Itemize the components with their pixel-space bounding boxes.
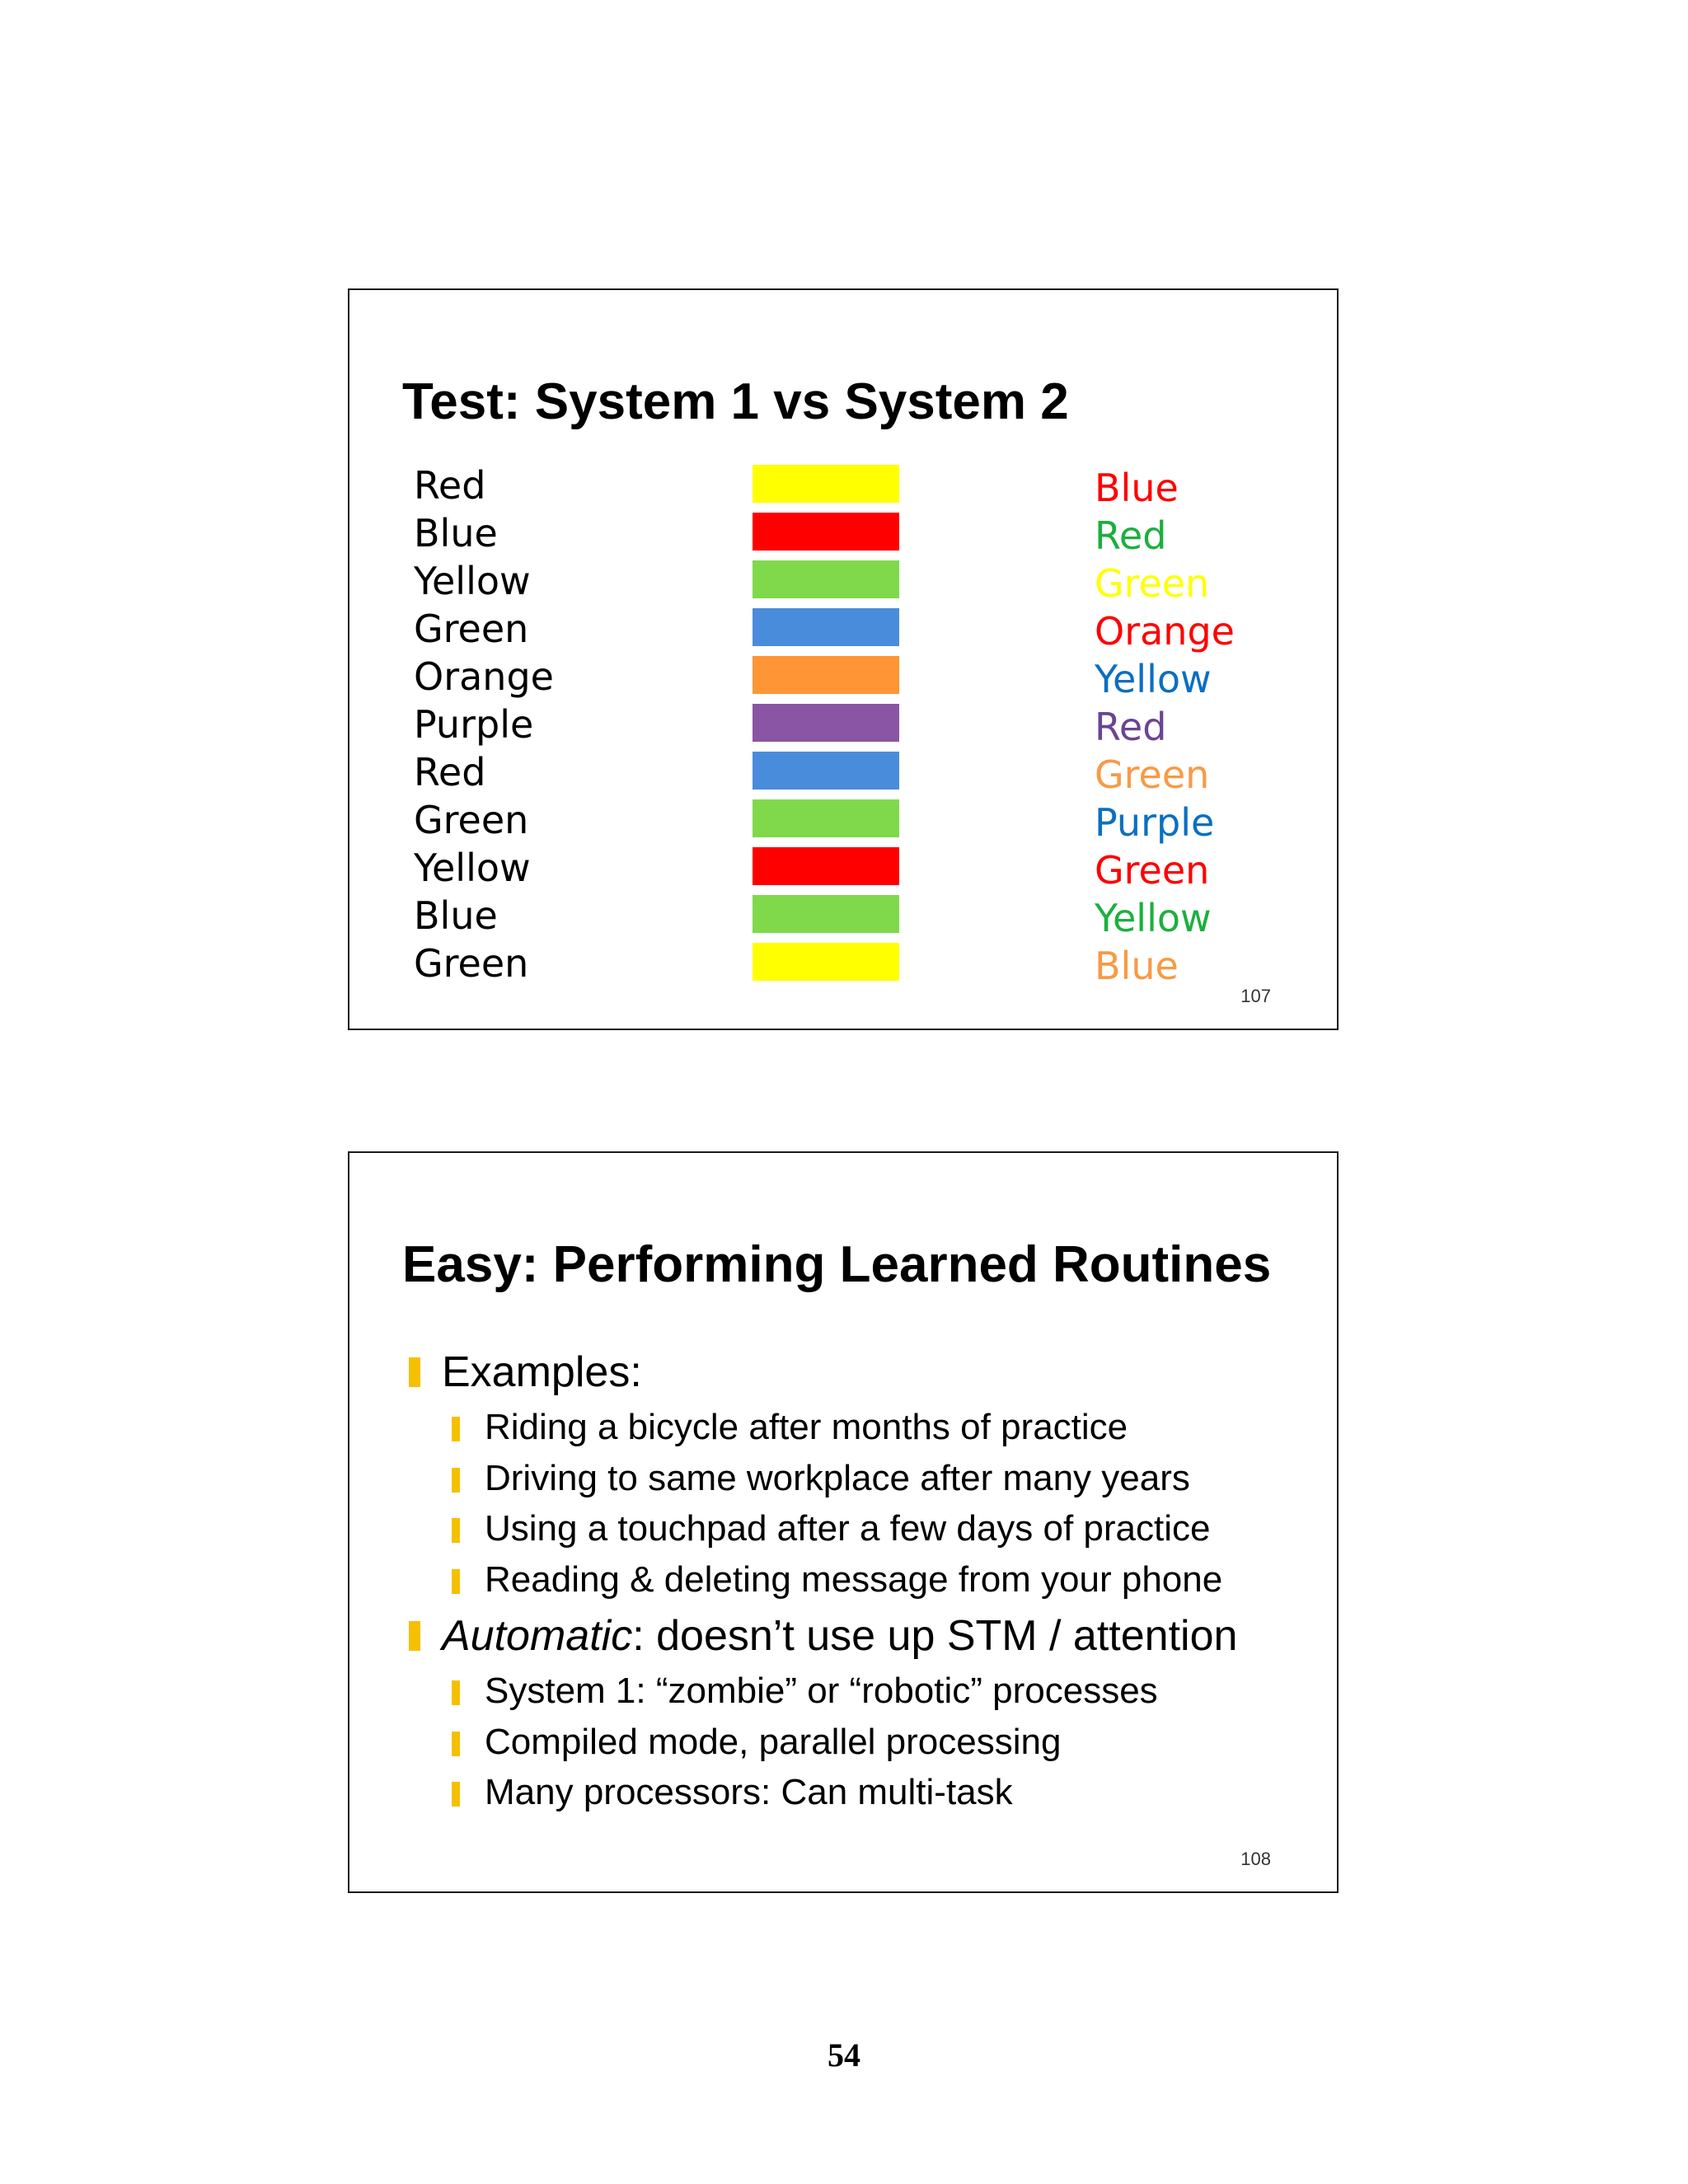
colored-word: Blue (1095, 466, 1179, 510)
slide-107 (348, 288, 1339, 1030)
page-number: 54 (828, 2036, 860, 2074)
sub-bullet (442, 1554, 1237, 1605)
colored-word: Purple (1095, 800, 1215, 845)
color-swatch (753, 608, 899, 646)
bullet-emphasis: Automatic (442, 1612, 633, 1660)
bullet-marker-icon (409, 1357, 420, 1387)
slide-title: Test: System 1 vs System 2 (402, 373, 1069, 430)
bullet-marker-icon (409, 1621, 420, 1651)
word: Red (414, 750, 486, 794)
sub-bullet (442, 1503, 1237, 1554)
sub-bullet-text: Driving to same workplace after many years (485, 1457, 1190, 1498)
slide-108 (348, 1151, 1339, 1893)
bullet-list (402, 1343, 1237, 1823)
sub-bullet-text: Using a touchpad after a few days of practice (485, 1508, 1211, 1549)
colored-word: Green (1095, 848, 1210, 893)
bullet-marker-icon (452, 1468, 460, 1493)
color-swatch (753, 752, 899, 790)
word-list-colored (1095, 464, 1235, 990)
sub-bullet (442, 1402, 1237, 1453)
bullet-marker-icon (452, 1518, 460, 1543)
slide-number: 107 (1240, 986, 1271, 1006)
colored-word: Blue (1095, 944, 1179, 988)
sub-bullet-list (442, 1402, 1237, 1605)
slide-title: Easy: Performing Learned Routines (402, 1236, 1272, 1293)
color-swatch (753, 513, 899, 551)
color-swatch (753, 465, 899, 503)
bullet-marker-icon (452, 1417, 460, 1441)
sub-bullet-text: Riding a bicycle after months of practice (485, 1407, 1128, 1447)
word: Orange (414, 654, 554, 699)
sub-bullet (442, 1453, 1237, 1504)
bullet-marker-icon (452, 1680, 460, 1705)
word: Green (414, 607, 529, 651)
word: Yellow (414, 559, 531, 603)
word: Green (414, 798, 529, 842)
sub-bullet-text: Compiled mode, parallel processing (485, 1721, 1062, 1762)
sub-bullet (442, 1717, 1237, 1768)
sub-bullet (442, 1767, 1237, 1818)
colored-word: Yellow (1095, 657, 1212, 701)
colored-word: Orange (1095, 609, 1235, 654)
word: Yellow (414, 846, 531, 890)
slide-number: 108 (1240, 1849, 1271, 1869)
sub-bullet-text: System 1: “zombie” or “robotic” processes (485, 1671, 1158, 1711)
bullet-marker-icon (452, 1732, 460, 1756)
color-swatch (753, 847, 899, 885)
word: Red (414, 463, 486, 508)
color-swatch (753, 704, 899, 742)
sub-bullet-list (442, 1666, 1237, 1818)
sub-bullet (442, 1666, 1237, 1717)
bullet-marker-icon (452, 1569, 460, 1594)
colored-word: Red (1095, 513, 1167, 558)
color-swatch (753, 895, 899, 933)
color-swatch (753, 560, 899, 598)
bullet-examples (402, 1346, 1237, 1605)
word: Purple (414, 702, 534, 747)
bullet-marker-icon (452, 1782, 460, 1807)
color-swatch (753, 943, 899, 981)
color-swatch-list (753, 465, 899, 991)
word: Green (414, 941, 529, 986)
colored-word: Yellow (1095, 896, 1212, 940)
bullet-text: : doesn’t use up STM / attention (632, 1612, 1238, 1660)
colored-word: Red (1095, 705, 1167, 749)
word: Blue (414, 511, 498, 555)
sub-bullet-text: Many processors: Can multi-task (485, 1772, 1013, 1812)
colored-word: Green (1095, 752, 1210, 797)
colored-word: Green (1095, 561, 1210, 606)
color-swatch (753, 656, 899, 694)
sub-bullet-text: Reading & deleting message from your phone (485, 1558, 1223, 1600)
word-list-black (414, 462, 554, 987)
bullet-text: Examples: (442, 1348, 642, 1396)
color-swatch (753, 799, 899, 837)
bullet-automatic (402, 1610, 1237, 1818)
word: Blue (414, 893, 498, 938)
